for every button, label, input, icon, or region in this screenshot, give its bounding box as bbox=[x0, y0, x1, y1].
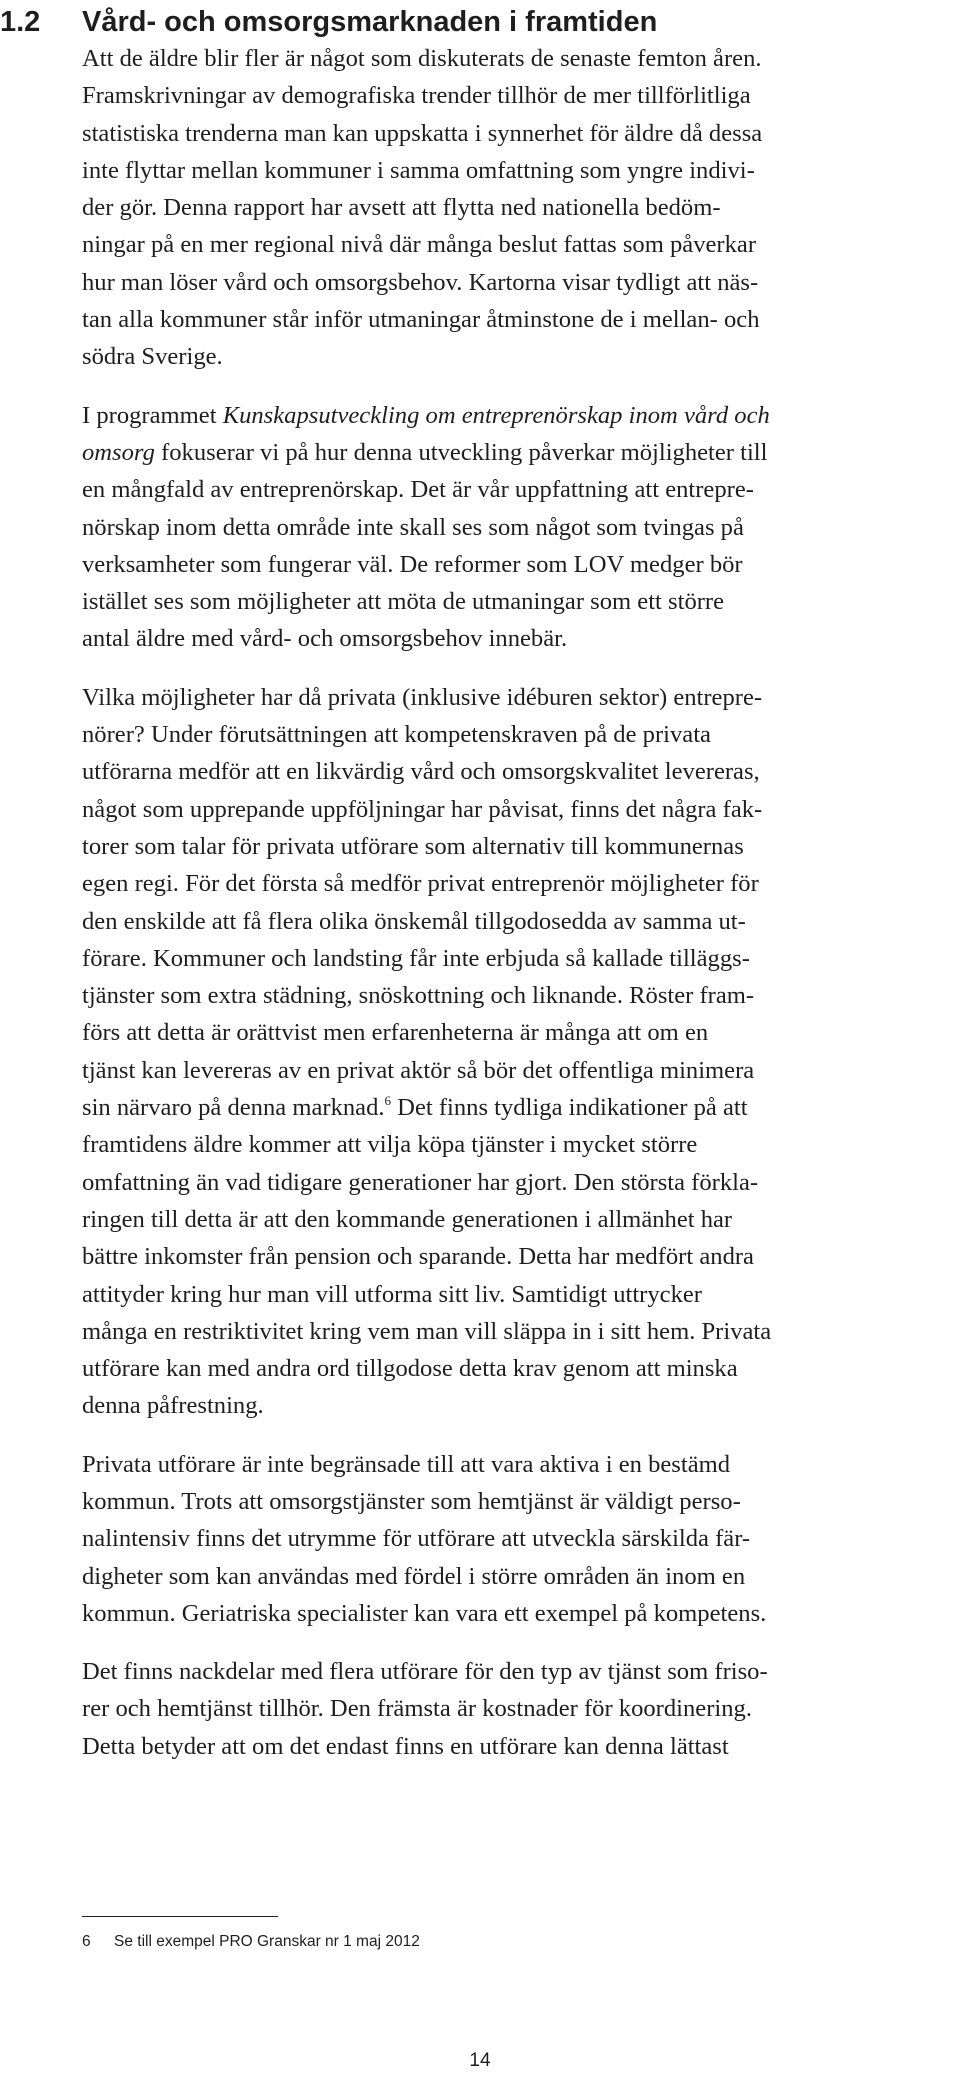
section-heading bbox=[0, 4, 657, 40]
text-line: inte flyttar mellan kommuner i samma omfattning som yngre indivi- bbox=[82, 156, 755, 184]
text-line: istället ses som möjligheter att möta de utmaningar som ett större bbox=[82, 588, 725, 616]
text-line: I programmet Kunskapsutveckling om entreprenörskap inom vård och bbox=[82, 401, 770, 429]
text-line: antal äldre med vård- och omsorgsbehov innebär. bbox=[82, 625, 568, 653]
paragraph-3 bbox=[82, 679, 950, 1425]
text-line: utförarna medför att en likvärdig vård och omsorgskvalitet levereras, bbox=[82, 758, 760, 786]
text-line: attityder kring hur man vill utforma sitt liv. Samtidigt uttrycker bbox=[82, 1280, 702, 1308]
text-line: bättre inkomster från pension och sparande. Detta har medfört andra bbox=[82, 1243, 754, 1271]
text-line: digheter som kan användas med fördel i större områden än inom en bbox=[82, 1562, 746, 1590]
text-line: der gör. Denna rapport har avsett att flytta ned nationella bedöm- bbox=[82, 194, 721, 222]
text-line: något som upprepande uppföljningar har påvisat, finns det några fak- bbox=[82, 795, 763, 823]
text-line: Det finns nackdelar med flera utförare för den typ av tjänst som friso- bbox=[82, 1658, 768, 1686]
page-number: 14 bbox=[469, 2050, 491, 2071]
text-line: tjänst kan levereras av en privat aktör så bör det offentliga minimera bbox=[82, 1056, 755, 1084]
text-line: en mångfald av entreprenörskap. Det är vår uppfattning att entrepre- bbox=[82, 476, 754, 504]
footnote-divider bbox=[82, 1916, 278, 1917]
text-line: många en restriktivitet kring vem man vill släppa in i sitt hem. Privata bbox=[82, 1317, 772, 1345]
text-line: omfattning än vad tidigare generationer har gjort. Den största förkla- bbox=[82, 1168, 759, 1196]
paragraph-5 bbox=[82, 1653, 950, 1765]
text-line: Vilka möjligheter har då privata (inklusive idéburen sektor) entrepre- bbox=[82, 683, 763, 711]
text-line: nörskap inom detta område inte skall ses som något som tvingas på bbox=[82, 513, 744, 541]
footnote bbox=[82, 1932, 420, 1952]
section-number: 1.2 bbox=[0, 6, 41, 38]
text-line: Framskrivningar av demografiska trender tillhör de mer tillförlitliga bbox=[82, 82, 751, 110]
text-line: statistiska trenderna man kan uppskatta i synnerhet för äldre då dessa bbox=[82, 119, 763, 147]
text-line: verksamheter som fungerar väl. De reformer som LOV medger bör bbox=[82, 550, 743, 578]
text-line: Detta betyder att om det endast finns en utförare kan denna lättast bbox=[82, 1732, 729, 1760]
text-line: den enskilde att få flera olika önskemål tillgodosedda av samma ut- bbox=[82, 907, 746, 935]
text-line: kommun. Geriatriska specialister kan vara ett exempel på kompetens. bbox=[82, 1599, 767, 1627]
text-line: denna påfrestning. bbox=[82, 1392, 264, 1420]
text-line: förare. Kommuner och landsting får inte erbjuda så kallade tilläggs- bbox=[82, 944, 750, 972]
text-line: Privata utförare är inte begränsade till att vara aktiva i en bestämd bbox=[82, 1450, 731, 1478]
text-line: kommun. Trots att omsorgstjänster som hemtjänst är väldigt perso- bbox=[82, 1487, 741, 1515]
text-line: sin närvaro på denna marknad.$^6$ Det finns tydliga indikationer på att bbox=[82, 1093, 748, 1122]
text-line: förs att detta är orättvist men erfarenheterna är många att om en bbox=[82, 1019, 709, 1047]
text-line: hur man löser vård och omsorgsbehov. Kartorna visar tydligt att näs- bbox=[82, 268, 759, 296]
text-line: ringen till detta är att den kommande generationen i allmänhet har bbox=[82, 1205, 733, 1233]
text-line: torer som talar för privata utförare som alternativ till kommunernas bbox=[82, 832, 744, 860]
body-text bbox=[82, 40, 950, 1786]
paragraph-4 bbox=[82, 1446, 950, 1632]
section-title: Vård- och omsorgsmarknaden i framtiden bbox=[82, 6, 658, 38]
text-line: egen regi. För det första så medför privat entreprenör möjligheter för bbox=[82, 870, 759, 898]
text-line: utförare kan med andra ord tillgodose detta krav genom att minska bbox=[82, 1355, 738, 1383]
text-line: ningar på en mer regional nivå där många beslut fattas som påverkar bbox=[82, 231, 757, 259]
text-line: Att de äldre blir fler är något som diskuterats de senaste femton åren. bbox=[82, 45, 762, 72]
paragraph-1 bbox=[82, 40, 950, 376]
paragraph-2 bbox=[82, 397, 950, 658]
text-line: omsorg fokuserar vi på hur denna utveckling påverkar möjligheter till bbox=[82, 438, 768, 466]
text-line: nalintensiv finns det utrymme för utförare att utveckla särskilda fär- bbox=[82, 1525, 751, 1553]
text-line: rer och hemtjänst tillhör. Den främsta är kostnader för koordinering. bbox=[82, 1695, 752, 1723]
text-line: nörer? Under förutsättningen att kompetenskraven på de privata bbox=[82, 721, 711, 749]
text-line: tan alla kommuner står inför utmaningar åtminstone de i mellan- och bbox=[82, 306, 760, 334]
footnote-text: Se till exempel PRO Granskar nr 1 maj 2012 bbox=[114, 1933, 420, 1950]
text-line: södra Sverige. bbox=[82, 343, 223, 371]
text-line: framtidens äldre kommer att vilja köpa tjänster i mycket större bbox=[82, 1131, 698, 1159]
footnote-number: 6 bbox=[82, 1933, 91, 1950]
text-line: tjänster som extra städning, snöskottning och liknande. Röster fram- bbox=[82, 982, 755, 1010]
